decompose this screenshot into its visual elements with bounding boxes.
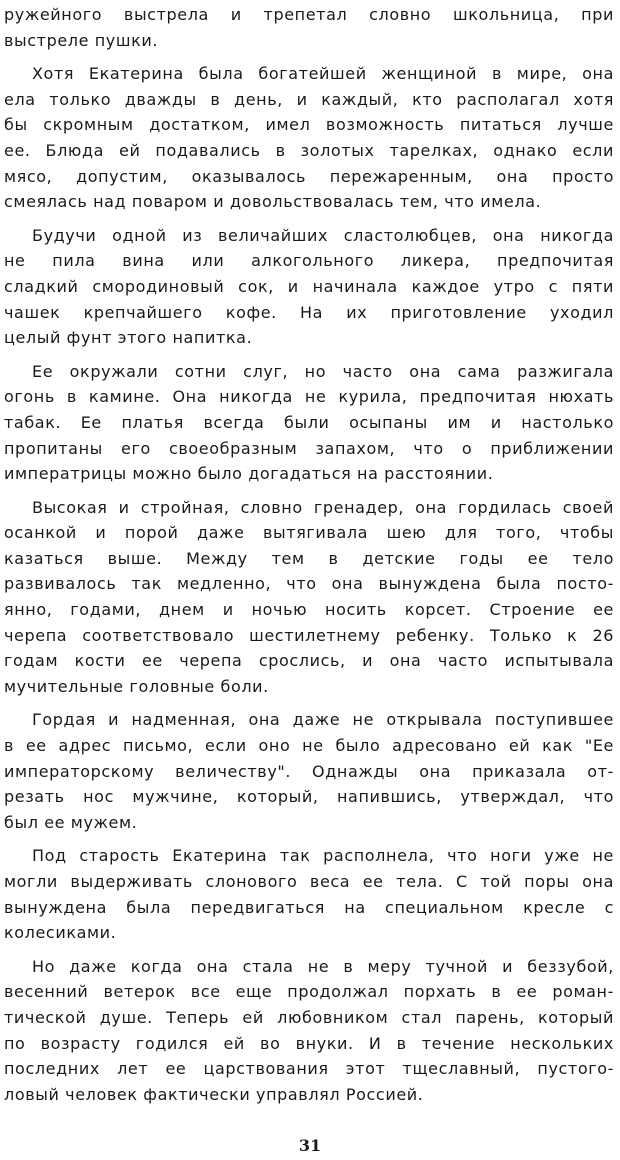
text-line: табак. Ее платья всегда были осыпаны им и настолько	[4, 412, 614, 432]
text-line: янно, годами, днем и ночью носить корсет. Строение ее	[4, 600, 614, 620]
text-line: ловый человек фактически управлял Россией.	[4, 1084, 424, 1104]
paragraph	[4, 843, 614, 945]
paragraph	[4, 495, 614, 700]
text-line: годам кости ее черепа срослись, и она часто испытывала	[4, 651, 614, 671]
text-line: целый фунт этого напитка.	[4, 328, 253, 348]
text-line: Но даже когда она стала не в меру тучной и беззубой,	[32, 956, 614, 976]
text-line: черепа соответствовало шестилетнему ребенку. Только к 26	[4, 625, 614, 645]
text-line: Ее окружали сотни слуг, но часто она сама разжигала	[32, 361, 614, 381]
paragraph	[4, 359, 614, 487]
paragraph	[4, 61, 614, 215]
text-line: осанкой и порой даже вытягивала шею для того, чтобы	[4, 523, 614, 543]
text-line: могли выдерживать слонового веса ее тела. С той поры она	[4, 872, 614, 891]
text-line: тической душе. Теперь ей любовником стал парень, который	[4, 1007, 614, 1027]
text-line: не пила вина или алкогольного ликера, предпочитая	[4, 251, 614, 271]
text-line: Будучи одной из величайших сластолюбцев, она никогда	[32, 225, 614, 245]
text-line: в ее адрес письмо, если оно не было адресовано ей как "Ее	[4, 736, 614, 756]
text-line: смеялась над поваром и довольствовалась тем, что имела.	[4, 192, 542, 212]
paragraph	[4, 2, 614, 53]
text-line: огонь в камине. Она никогда не курила, предпочитая нюхать	[4, 387, 614, 407]
page-number: 31	[298, 1136, 322, 1155]
text-line: весенний ветерок все еще продолжал порхать в ее роман-	[4, 982, 614, 1002]
paragraph	[4, 707, 614, 835]
text-line: мясо, допустим, оказывалось пережаренным, она просто	[4, 166, 614, 186]
text-line: Под старость Екатерина так располнела, что ноги уже не	[32, 846, 614, 866]
text-line: Высокая и стройная, словно гренадер, она гордилась своей	[32, 497, 614, 517]
text-line: был ее мужем.	[4, 812, 138, 832]
text-line: ее. Блюда ей подавались в золотых тарелках, однако если	[4, 140, 614, 160]
text-line: мучительные головные боли.	[4, 676, 269, 696]
text-line: бы скромным достатком, имел возможность питаться лучше	[4, 115, 614, 135]
text-line: Хотя Екатерина была богатейшей женщиной в мире, она	[32, 64, 614, 84]
text-line: выстреле пушки.	[4, 30, 159, 50]
text-line: Гордая и надменная, она даже не открывала поступившее	[32, 710, 614, 730]
text-line: вынуждена была передвигаться на специальном кресле с	[4, 897, 614, 917]
text-line: резать нос мужчине, который, напившись, утверждал, что	[4, 787, 614, 807]
paragraph	[4, 954, 614, 1108]
text-line: императрицы можно было догадаться на расстоянии.	[4, 464, 494, 484]
text-line: развивалось так медленно, что она вынуждена была посто-	[4, 574, 614, 594]
text-line: сладкий смородиновый сок, и начинала каждое утро с пяти	[4, 276, 614, 296]
text-line: ружейного выстрела и трепетал словно школьница, при	[4, 5, 614, 24]
text-line: колесиками.	[4, 923, 117, 943]
text-line: чашек крепчайшего кофе. На их приготовление уходил	[4, 302, 614, 322]
paragraph	[4, 223, 614, 351]
text-line: пропитаны его своеобразным запахом, что о приближении	[4, 438, 614, 458]
text-line: по возрасту годился ей во внуки. И в течение нескольких	[4, 1033, 614, 1053]
text-line: казаться выше. Между тем в детские годы ее тело	[4, 548, 614, 568]
body-text	[4, 2, 614, 1107]
text-line: императорскому величеству". Однажды она приказала от-	[4, 761, 614, 781]
text-line: ела только дважды в день, и каждый, кто располагал хотя	[4, 89, 614, 109]
text-line: последних лет ее царствования этот тщеславный, пустого-	[4, 1059, 614, 1079]
